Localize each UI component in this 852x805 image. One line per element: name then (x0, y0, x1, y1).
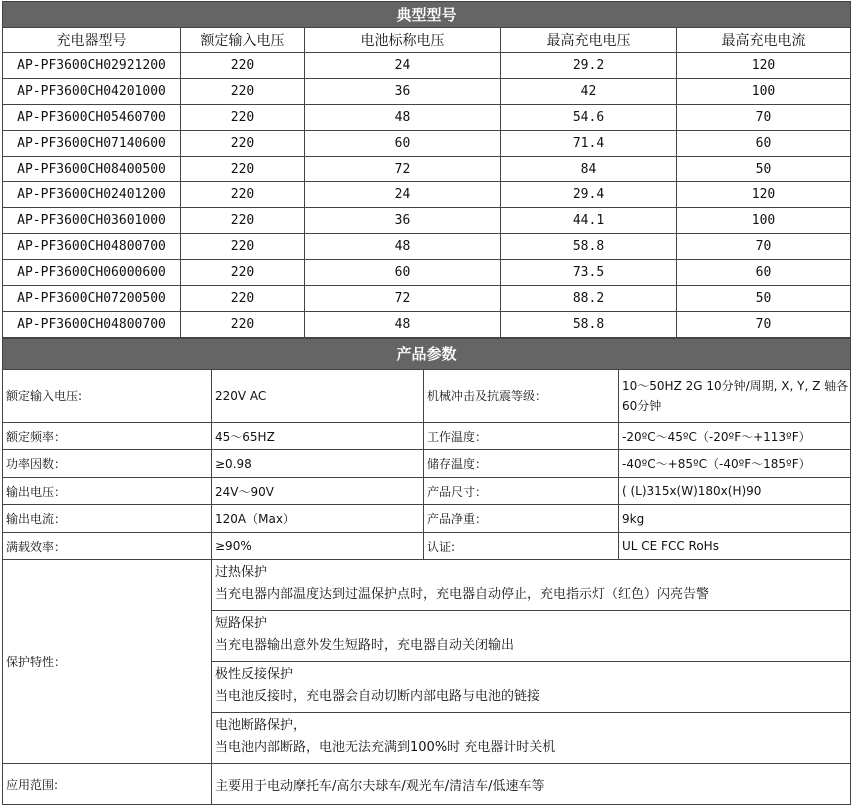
model-cell: AP-PF3600CH05460700 (3, 104, 181, 130)
max-charge-voltage-cell: 29.4 (501, 182, 677, 208)
params-table (2, 338, 851, 805)
max-charge-current-cell: 70 (677, 311, 851, 337)
protection-item (212, 611, 850, 662)
max-charge-current-cell: 120 (677, 182, 851, 208)
protection-values (212, 560, 851, 764)
param-value: 10～50HZ 2G 10分钟/周期, X, Y, Z 轴各60分钟 (619, 369, 851, 422)
battery-voltage-cell: 48 (305, 234, 501, 260)
table-row (3, 208, 851, 234)
input-voltage-cell: 220 (181, 208, 305, 234)
protection-item-title: 极性反接保护 (215, 667, 294, 683)
param-value: 45～65HZ (212, 422, 424, 450)
protection-item (212, 560, 850, 611)
param-label: 输出电流： (3, 505, 212, 533)
table-row (3, 182, 851, 208)
models-header-row (3, 28, 851, 53)
max-charge-current-cell: 70 (677, 104, 851, 130)
application-value: 主要用于电动摩托车/高尔夫球车/观光车/清洁车/低速车等 (212, 764, 851, 805)
battery-voltage-cell: 24 (305, 53, 501, 79)
protection-item-desc: 当电池内部断路，电池无法充满到100%时 充电器计时关机 (215, 740, 556, 756)
param-label: 产品净重： (424, 505, 619, 533)
header-max-charge-current: 最高充电电流 (677, 28, 851, 53)
max-charge-voltage-cell: 71.4 (501, 130, 677, 156)
model-cell: AP-PF3600CH04201000 (3, 78, 181, 104)
param-label: 功率因数： (3, 450, 212, 478)
model-cell: AP-PF3600CH04800700 (3, 234, 181, 260)
table-row (3, 104, 851, 130)
protection-item-desc: 当充电器输出意外发生短路时，充电器自动关闭输出 (215, 638, 515, 654)
spec-sheet (2, 1, 850, 805)
param-row (3, 477, 851, 505)
input-voltage-cell: 220 (181, 182, 305, 208)
max-charge-current-cell: 70 (677, 234, 851, 260)
param-value: ≥0.98 (212, 450, 424, 478)
protection-item-desc: 当电池反接时，充电器会自动切断内部电路与电池的链接 (215, 689, 541, 705)
param-label: 认证: (424, 532, 619, 560)
battery-voltage-cell: 60 (305, 130, 501, 156)
protection-item-desc: 当充电器内部温度达到过温保护点时，充电器自动停止，充电指示灯（红色）闪亮告警 (215, 587, 710, 603)
header-input-voltage: 额定输入电压 (181, 28, 305, 53)
param-row (3, 532, 851, 560)
input-voltage-cell: 220 (181, 311, 305, 337)
model-cell: AP-PF3600CH07140600 (3, 130, 181, 156)
input-voltage-cell: 220 (181, 234, 305, 260)
param-value: ≥90% (212, 532, 424, 560)
param-label: 输出电压： (3, 477, 212, 505)
table-row (3, 156, 851, 182)
protection-item-title: 短路保护 (215, 616, 268, 632)
max-charge-current-cell: 120 (677, 53, 851, 79)
max-charge-voltage-cell: 84 (501, 156, 677, 182)
models-table (2, 1, 851, 338)
param-label: 工作温度： (424, 422, 619, 450)
param-value: 120A（Max） (212, 505, 424, 533)
param-label: 额定频率： (3, 422, 212, 450)
battery-voltage-cell: 48 (305, 311, 501, 337)
param-label: 机械冲击及抗震等级： (424, 369, 619, 422)
input-voltage-cell: 220 (181, 104, 305, 130)
input-voltage-cell: 220 (181, 53, 305, 79)
param-value: ( (L)315x(W)180x(H)90 (619, 477, 851, 505)
header-battery-voltage: 电池标称电压 (305, 28, 501, 53)
table-row (3, 78, 851, 104)
param-value: 9kg (619, 505, 851, 533)
params-table-title: 产品参数 (3, 338, 851, 369)
model-cell: AP-PF3600CH02921200 (3, 53, 181, 79)
param-row (3, 369, 851, 422)
model-cell: AP-PF3600CH07200500 (3, 286, 181, 312)
max-charge-voltage-cell: 58.8 (501, 234, 677, 260)
max-charge-current-cell: 50 (677, 286, 851, 312)
param-row (3, 505, 851, 533)
table-row (3, 286, 851, 312)
protection-item (212, 713, 850, 763)
header-max-charge-voltage: 最高充电电压 (501, 28, 677, 53)
param-value: -20ºC～45ºC（-20ºF～+113ºF） (619, 422, 851, 450)
battery-voltage-cell: 36 (305, 78, 501, 104)
max-charge-current-cell: 60 (677, 130, 851, 156)
param-value: UL CE FCC RoHs (619, 532, 851, 560)
input-voltage-cell: 220 (181, 260, 305, 286)
max-charge-voltage-cell: 54.6 (501, 104, 677, 130)
battery-voltage-cell: 24 (305, 182, 501, 208)
protection-item-title: 电池断路保护， (215, 718, 307, 734)
header-model: 充电器型号 (3, 28, 181, 53)
battery-voltage-cell: 60 (305, 260, 501, 286)
input-voltage-cell: 220 (181, 130, 305, 156)
max-charge-voltage-cell: 29.2 (501, 53, 677, 79)
protection-row (3, 560, 851, 764)
protection-item (212, 662, 850, 713)
input-voltage-cell: 220 (181, 156, 305, 182)
model-cell: AP-PF3600CH06000600 (3, 260, 181, 286)
max-charge-current-cell: 50 (677, 156, 851, 182)
application-row (3, 764, 851, 805)
model-cell: AP-PF3600CH02401200 (3, 182, 181, 208)
param-label: 满载效率： (3, 532, 212, 560)
max-charge-voltage-cell: 44.1 (501, 208, 677, 234)
application-label: 应用范围: (3, 764, 212, 805)
param-value: 220V AC (212, 369, 424, 422)
model-cell: AP-PF3600CH03601000 (3, 208, 181, 234)
max-charge-current-cell: 100 (677, 208, 851, 234)
table-row (3, 311, 851, 337)
models-table-title: 典型型号 (3, 2, 851, 28)
model-cell: AP-PF3600CH08400500 (3, 156, 181, 182)
input-voltage-cell: 220 (181, 78, 305, 104)
param-label: 产品尺寸： (424, 477, 619, 505)
param-label: 储存温度： (424, 450, 619, 478)
battery-voltage-cell: 72 (305, 286, 501, 312)
table-row (3, 260, 851, 286)
input-voltage-cell: 220 (181, 286, 305, 312)
max-charge-voltage-cell: 88.2 (501, 286, 677, 312)
param-label: 额定输入电压: (3, 369, 212, 422)
protection-item-title: 过热保护 (215, 565, 268, 581)
max-charge-voltage-cell: 73.5 (501, 260, 677, 286)
table-row (3, 53, 851, 79)
param-value: 24V～90V (212, 477, 424, 505)
battery-voltage-cell: 72 (305, 156, 501, 182)
max-charge-voltage-cell: 42 (501, 78, 677, 104)
param-value: -40ºC～+85ºC（-40ºF～185ºF） (619, 450, 851, 478)
battery-voltage-cell: 48 (305, 104, 501, 130)
battery-voltage-cell: 36 (305, 208, 501, 234)
max-charge-voltage-cell: 58.8 (501, 311, 677, 337)
max-charge-current-cell: 60 (677, 260, 851, 286)
model-cell: AP-PF3600CH04800700 (3, 311, 181, 337)
table-row (3, 234, 851, 260)
max-charge-current-cell: 100 (677, 78, 851, 104)
param-row (3, 422, 851, 450)
protection-label: 保护特性： (3, 560, 212, 764)
table-row (3, 130, 851, 156)
param-row (3, 450, 851, 478)
